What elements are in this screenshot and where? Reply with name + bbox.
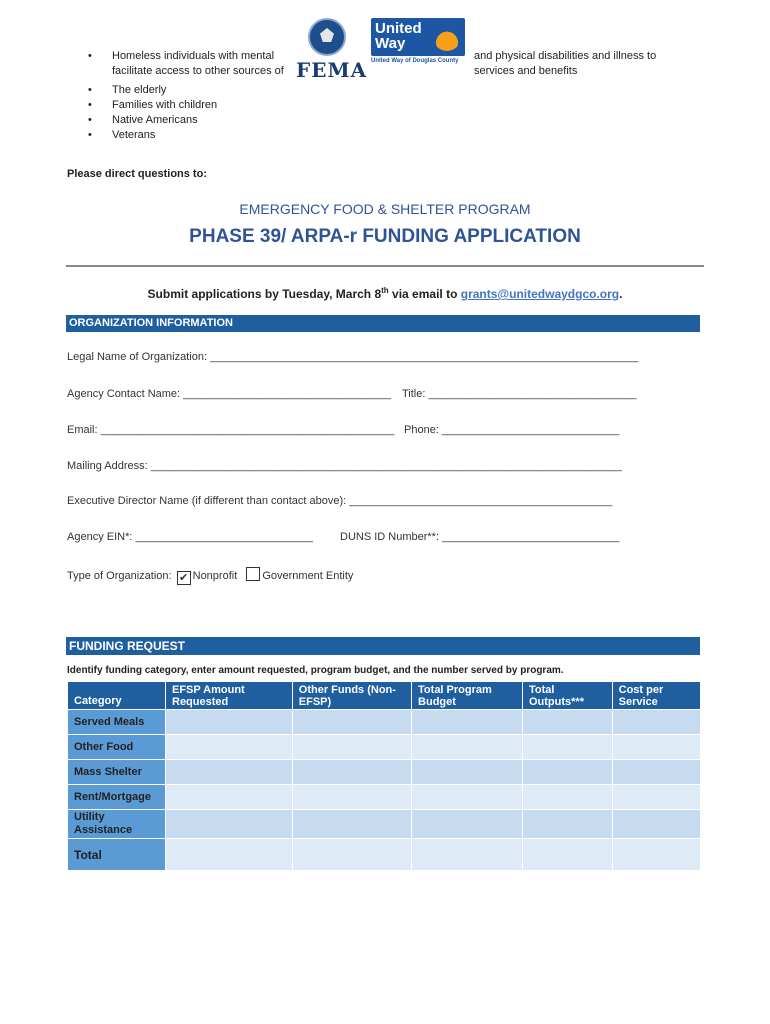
row-category: Rent/Mortgage	[68, 785, 165, 809]
column-header: EFSP Amount Requested	[166, 682, 292, 709]
table-cell[interactable]	[293, 810, 411, 838]
table-cell[interactable]	[293, 785, 411, 809]
funding-table	[67, 681, 701, 871]
table-cell[interactable]	[412, 710, 522, 734]
bullet-item: • Veterans	[88, 129, 156, 141]
title-divider	[66, 265, 704, 267]
table-cell[interactable]	[293, 735, 411, 759]
row-category: Served Meals	[68, 710, 165, 734]
table-cell[interactable]	[613, 810, 700, 838]
column-header: Category	[68, 682, 165, 709]
row-category: Mass Shelter	[68, 760, 165, 784]
email-link[interactable]: grants@unitedwaydgco.org	[460, 287, 620, 301]
table-cell[interactable]	[613, 710, 700, 734]
table-cell[interactable]	[523, 810, 612, 838]
organization-type: Type of Organization: ✔ Nonprofit Government Entity	[67, 567, 353, 585]
org-info-header: ORGANIZATION INFORMATION	[66, 315, 700, 332]
table-row	[68, 735, 700, 759]
table-cell[interactable]	[523, 785, 612, 809]
table-row	[68, 785, 700, 809]
executive-director-field[interactable]: Executive Director Name (if different than contact above): ___________________________________________	[67, 495, 613, 507]
header-bullet-list	[88, 49, 292, 143]
table-cell[interactable]	[523, 760, 612, 784]
table-cell[interactable]	[293, 839, 411, 870]
united-way-logo: United Way United Way of Douglas County	[371, 18, 465, 64]
government-entity-checkbox[interactable]	[246, 567, 260, 581]
table-cell[interactable]	[613, 735, 700, 759]
bullet-item: • Families with children	[88, 99, 218, 111]
program-name: EMERGENCY FOOD & SHELTER PROGRAM	[239, 201, 531, 217]
table-cell[interactable]	[613, 760, 700, 784]
table-cell[interactable]	[293, 760, 411, 784]
table-row	[68, 710, 700, 734]
table-cell[interactable]	[412, 735, 522, 759]
row-category: Other Food	[68, 735, 165, 759]
table-cell[interactable]	[613, 785, 700, 809]
contact-title-field[interactable]: Title: __________________________________	[402, 388, 637, 400]
helping-hand-icon	[433, 23, 461, 51]
dhs-seal-icon	[308, 18, 346, 56]
funding-request-header: FUNDING REQUEST	[66, 637, 700, 655]
agency-contact-field[interactable]: Agency Contact Name: __________________________________	[67, 388, 392, 400]
funding-instructions: Identify funding category, enter amount requested, program budget, and the number served by program.	[67, 665, 564, 676]
table-cell[interactable]	[166, 710, 292, 734]
form-title: PHASE 39/ ARPA-r FUNDING APPLICATION	[189, 226, 581, 247]
table-cell[interactable]	[166, 760, 292, 784]
table-cell[interactable]	[166, 839, 292, 870]
table-cell[interactable]	[166, 785, 292, 809]
column-header: Total Outputs***	[523, 682, 612, 709]
legal-name-field[interactable]: Legal Name of Organization: ______________________________________________________________________	[67, 351, 639, 363]
table-row	[68, 760, 700, 784]
row-category: Utility Assistance	[68, 810, 165, 838]
agency-ein-field[interactable]: Agency EIN*: _____________________________	[67, 531, 313, 543]
nonprofit-checkbox[interactable]: ✔	[177, 571, 191, 585]
questions-label: Please direct questions to:	[67, 168, 207, 180]
table-cell[interactable]	[293, 710, 411, 734]
table-row	[68, 810, 700, 838]
duns-number-field[interactable]: DUNS ID Number**: _____________________________	[340, 531, 620, 543]
column-header: Total Program Budget	[412, 682, 522, 709]
table-cell[interactable]	[166, 810, 292, 838]
table-row-total	[68, 839, 700, 870]
column-header: Cost per Service	[613, 682, 700, 709]
table-cell[interactable]	[523, 839, 612, 870]
table-cell[interactable]	[412, 760, 522, 784]
phone-field[interactable]: Phone: _____________________________	[404, 424, 620, 436]
table-cell[interactable]	[412, 839, 522, 870]
submit-instructions: Submit applications by Tuesday, March 8th via email to grants@unitedwaydgco.org.	[147, 286, 623, 301]
table-cell[interactable]	[523, 710, 612, 734]
bullet-item: • The elderly	[88, 84, 167, 96]
table-cell[interactable]	[412, 810, 522, 838]
row-category: Total	[68, 839, 165, 870]
table-cell[interactable]	[523, 735, 612, 759]
table-cell[interactable]	[613, 839, 700, 870]
mailing-address-field[interactable]: Mailing Address: _____________________________________________________________________________	[67, 460, 622, 472]
table-cell[interactable]	[412, 785, 522, 809]
bullet-item: • Native Americans	[88, 114, 198, 126]
email-field[interactable]: Email: ________________________________________________	[67, 424, 395, 436]
bullet-item: • Homeless individuals with mental facilitate access to other sources of	[88, 50, 284, 77]
fema-logo: FEMA	[296, 18, 358, 82]
table-header-row	[68, 682, 700, 709]
table-cell[interactable]	[166, 735, 292, 759]
header-right-text: and physical disabilities and illness to services and benefits	[474, 50, 657, 77]
column-header: Other Funds (Non-EFSP)	[293, 682, 411, 709]
